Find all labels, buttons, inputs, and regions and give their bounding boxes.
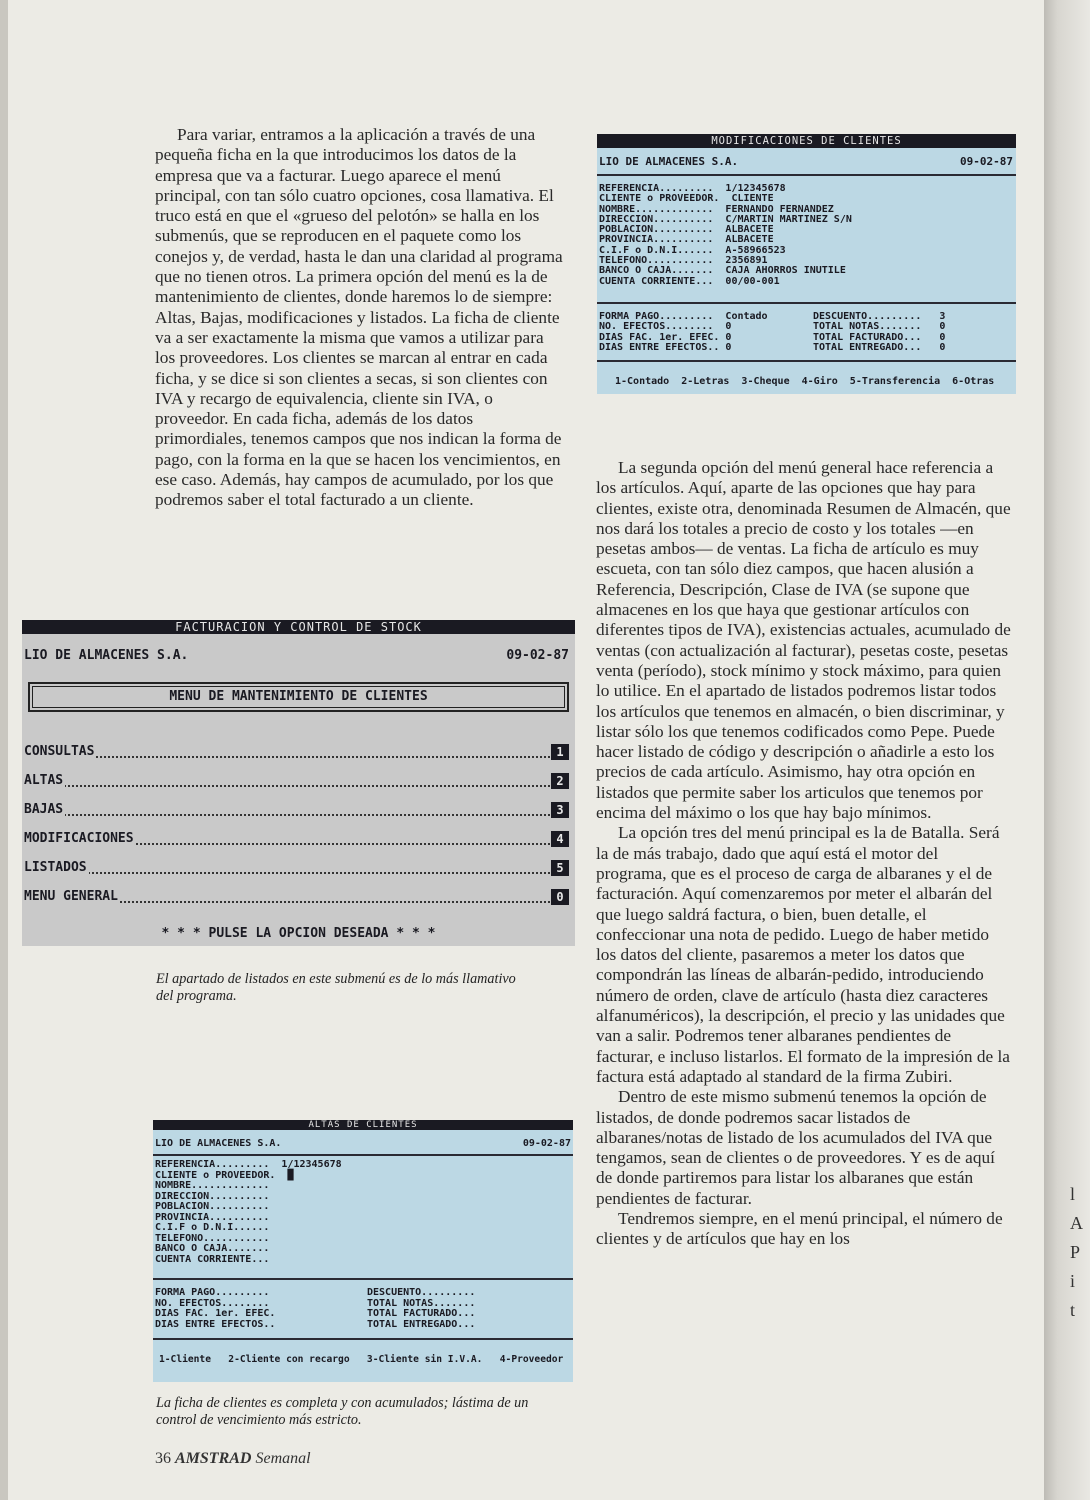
magazine-section: Semanal [255,1450,311,1467]
right-paragraph-3: Dentro de este mismo submenú tenemos la opción de listados, de donde podremos sacar listados de albaranes/notas de listado de los acumulados del IVA que tengamos, sean de clientes o de proveedores. Y es de aquí de donde partiremos para listar los albaranes que están pendientes de facturar. [596,1087,995,1208]
divider [153,1278,573,1280]
menu-heading-box [28,682,569,712]
caption-altas: La ficha de clientes es completa y con acumulados; lástima de un control de vencimiento más estricto. [156,1395,529,1428]
divider [597,302,1016,304]
right-column-text [596,458,1012,1250]
screen-fields: REFERENCIA......... 1/12345678 CLIENTE o PROVEEDOR. █ NOMBRE............. DIRECCION.......... POBLACION.......... PROVINCIA.......... C.I.F o D.N.I...... TELEFONO........... BANCO O CAJA....... CUENTA CORRIENTE... [155,1159,342,1265]
screen-panel [22,634,575,946]
menu-option-bajas: BAJAS 3 [24,800,572,820]
left-paragraph-1: Para variar, entramos a la aplicación a través de una pequeña ficha en la que introducimos los datos de la empresa que va a facturar. Luego aparece el menú principal, con tan sólo cuatro opciones, cosa llamativa. El truco está en que el «grueso del pelotón» se halla en los submenús, que se reproducen en el paquete como los conejos y, de verdad, hasta le dan una claridad al programa que no tienen otros. La primera opción del menú es la de mantenimiento de clientes, donde haremos lo de siempre: Altas, Bajas, modificaciones y listados. La ficha de cliente va a ser exactamente la misma que vamos a utilizar para los proveedores. Los clientes se marcan al entrar en cada ficha, y se dice si son clientes a secas, si son clientes con IVA y recargo de equivalencia, cliente sin IVA, o proveedor. En cada ficha, además de los datos primordiales, tenemos campos que nos indican la forma de pago, con la forma en la que se hacen los vencimientos, en ese caso. Además, hay campos de acumulado, por los que podremos saber el total facturado a un cliente. [155,125,563,510]
page-gutter [0,0,8,1500]
magazine-name: AMSTRAD [175,1450,252,1467]
screenshot-modificaciones-clientes [597,134,1016,394]
caption-menu: El apartado de listados en este submenú es de lo más llamativo del programa. [156,971,516,1004]
right-paragraph-4: Tendremos siempre, en el menú principal, el número de clientes y de artículos que hay en los [596,1208,1003,1249]
screen-right-block: DESCUENTO......... 3 TOTAL NOTAS....... 0 TOTAL FACTURADO... 0 TOTAL ENTREGADO... 0 [813,311,946,353]
screen-company: LIO DE ALMACENES S.A. [24,648,189,663]
menu-prompt: * * * PULSE LA OPCION DESEADA * * * [161,926,436,941]
divider [597,360,1016,362]
screen-date: 09-02-87 [960,155,1013,168]
menu-option-menu-general: MENU GENERAL 0 [24,887,572,907]
screen-title-bar: MODIFICACIONES DE CLIENTES [597,134,1016,148]
screen-right-block: DESCUENTO......... TOTAL NOTAS....... TOTAL FACTURADO... TOTAL ENTREGADO... [367,1287,476,1330]
screen-footer-options: 1-Cliente 2-Cliente con recargo 3-Cliente sin I.V.A. 4-Proveedor [159,1354,564,1365]
next-page-text-fragment: l A P i t [1070,1184,1083,1320]
screen-left-block: FORMA PAGO......... NO. EFECTOS........ DIAS FAC. 1er. EFEC. DIAS ENTRE EFECTOS.. [155,1287,276,1330]
screen-left-block: FORMA PAGO......... Contado NO. EFECTOS........ 0 DIAS FAC. 1er. EFEC. 0 DIAS ENTRE EFECTOS.. 0 [599,311,768,353]
screen-date: 09-02-87 [522,1138,571,1149]
screen-date: 09-02-87 [506,648,569,663]
menu-heading: MENU DE MANTENIMIENTO DE CLIENTES [32,686,565,708]
left-column-text [155,125,565,511]
screen-company: LIO DE ALMACENES S.A. [599,155,739,168]
divider [153,1154,573,1156]
screenshot-menu-clientes [22,620,575,946]
divider [597,174,1016,176]
divider [153,1338,573,1340]
screen-company: LIO DE ALMACENES S.A. [155,1138,282,1149]
screen-title-bar: ALTAS DE CLIENTES [153,1120,573,1130]
menu-option-altas: ALTAS 2 [24,771,572,791]
menu-option-modificaciones: MODIFICACIONES 4 [24,829,572,849]
screen-panel [597,148,1016,394]
page-number: 36 [155,1450,171,1467]
screen-footer-options: 1-Contado 2-Letras 3-Cheque 4-Giro 5-Transferencia 6-Otras [615,376,995,387]
screen-fields: REFERENCIA......... 1/12345678 CLIENTE o PROVEEDOR. CLIENTE NOMBRE............. FERNANDO FERNANDEZ DIRECCION.......... C/MARTIN MARTINEZ S/N POBLACION.......... ALBACETE PROVINCIA.......... ALBACETE C.I.F o D.N.I...... A-58966523 TELEFONO........... 2356891 BANCO O CAJA....... CAJA AHORROS INUTILE CUENTA CORRIENTE... 00/00-001 [599,183,852,287]
right-paragraph-2: La opción tres del menú principal es la de Batalla. Será la de más trabajo, dado que aquí está el motor del programa, que es el proceso de carga de albaranes y el de facturación. Aquí comenzaremos por meter el albarán del que luego saldrá factura, o bien, buen detalle, el confeccionar una nota de pedido. Luego de haber metido los datos del cliente, pasaremos a meter los datos que compondrán las líneas de albarán-pedido, introduciendo número de orden, clave de artículo (hasta diez caracteres alfanuméricos), la descripción, el precio y las unidades que van a salir. Podremos tener albaranes pendientes de facturar, e incluso listarlos. El formato de la impresión de la factura está adaptado al standard de la firma Zubiri. [596,823,1010,1086]
menu-option-consultas: CONSULTAS 1 [24,742,572,762]
right-paragraph-1: La segunda opción del menú general hace referencia a los artículos. Aquí, aparte de las opciones que hay para clientes, existe otra, denominada Resumen de Almacén, que nos dará los totales a precio de costo y los totales —en pesetas ambos— de ventas. La ficha de artículo es muy escueta, con tan sólo diez campos, que hacen alusión a Referencia, Descripción, Clase de IVA (se supone que almacenes en los que haya que gestionar artículos con diferentes tipos de IVA), existencias actuales, acumulado de ventas (con actualización al facturar), pesetas coste, pesetas venta (período), stock mínimo y stock máximo, para quien lo utilice. En el apartado de listados podremos listar todos los artículos que tenemos en almacén, o bien discriminar, y listar sólo los que tenemos codificados como Pepe. Puede hacer listado de código y descripción o añadirle a esto los precios de cada artículo. Asimismo, hay otra opción en listados que permite saber los articulos que tenemos por encima del máximo o los que hay bajo mínimos. [596,458,1011,823]
screen-panel [153,1130,573,1382]
screen-title-bar: FACTURACION Y CONTROL DE STOCK [22,620,575,634]
menu-option-listados: LISTADOS 5 [24,858,572,878]
screenshot-altas-clientes [153,1120,573,1382]
next-page-edge [1044,0,1090,1500]
page-footer [155,1450,311,1468]
